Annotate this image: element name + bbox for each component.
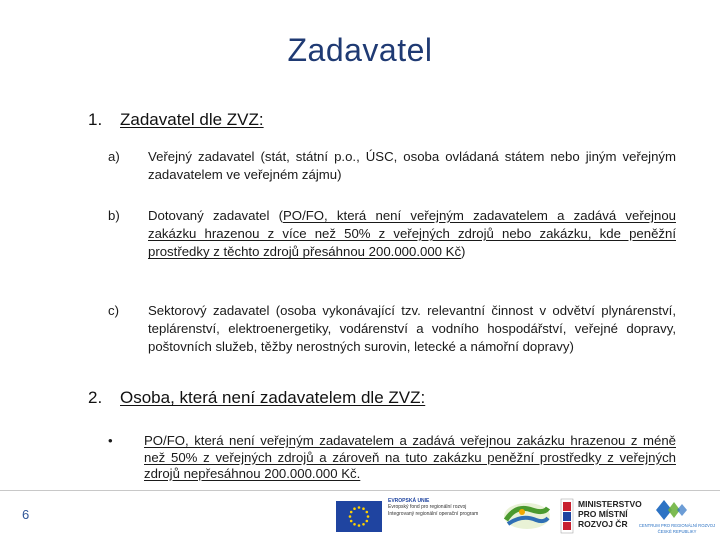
list-item-text: Veřejný zadavatel (stát, státní p.o., ÚSC, osoba ovládaná státem nebo jiným veřejným zadavatelem ve veřejném zájmu) [148, 149, 676, 183]
list-item-letter: a) [108, 149, 120, 164]
list-item-letter: b) [108, 208, 120, 223]
page-number: 6 [22, 507, 30, 522]
section-2-heading [88, 388, 425, 408]
bullet-text: PO/FO, která není veřejným zadavatelem a zadává veřejnou zakázku hrazenou z méně než 50% z veřejných zdrojů a zároveň na tuto zakázku peněžní prostředky z veřejných zdrojů nepřesáhnou 200.000.000 Kč. [144, 433, 676, 481]
section-1-number: 1. [88, 110, 103, 129]
crr-caption-line: CENTRUM PRO REGIONÁLNÍ ROZVOJ [638, 523, 716, 528]
list-item-a [108, 148, 676, 184]
list-item-letter: c) [108, 303, 119, 318]
ministry-name [578, 500, 642, 529]
irop-logo-icon [502, 500, 552, 532]
eu-caption [388, 498, 494, 517]
bullet-icon: • [108, 433, 113, 448]
footer-divider [0, 490, 720, 491]
crr-caption-line: ČESKÉ REPUBLIKY [657, 529, 697, 534]
section-2-title: Osoba, která není zadavatelem dle ZVZ: [120, 388, 426, 407]
bullet-item [108, 433, 676, 483]
list-item-prefix: Dotovaný zadavatel ( [148, 208, 284, 223]
ministry-name-line: ROZVOJ ČR [578, 518, 628, 529]
ministry-name-line: PRO MÍSTNÍ [578, 508, 628, 519]
section-2-number: 2. [88, 388, 103, 407]
eu-caption-line: Evropský fond pro regionální rozvoj [388, 504, 467, 511]
section-1-heading [88, 110, 264, 130]
list-item-text: Sektorový zadavatel (osoba vykonávající tzv. relevantní činnost v odvětví plynárenství, teplárenství, elektroenergetiky, vodárenství a vodního hospodářství, veřejné dopravy, poštovních služeb, těžby nerostných surovin, letecké a námořní dopravy) [148, 303, 676, 355]
list-item-text [148, 207, 676, 262]
ministry-name-line: MINISTERSTVO [578, 499, 642, 509]
list-item-suffix: ) [461, 244, 466, 260]
list-item-b [108, 207, 676, 262]
eu-caption-line: Integrovaný regionální operační program [388, 510, 479, 517]
eu-flag-icon [336, 501, 382, 532]
list-item-c [108, 302, 676, 357]
section-1-title: Zadavatel dle ZVZ: [120, 110, 264, 129]
eu-caption-line: EVROPSKÁ UNIE [388, 498, 430, 504]
ministry-emblem-icon [559, 497, 575, 535]
slide-title: Zadavatel [287, 32, 433, 68]
list-item-underlined: PO/FO, která není veřejným zadavatelem a zadává veřejnou zakázku hrazenou z více než 50% z veřejných zdrojů nebo zakázku, kde peněžní prostředky z těchto zdrojů přesáhnou 200.000.000 Kč [148, 208, 676, 260]
crr-logo-icon [638, 498, 716, 536]
